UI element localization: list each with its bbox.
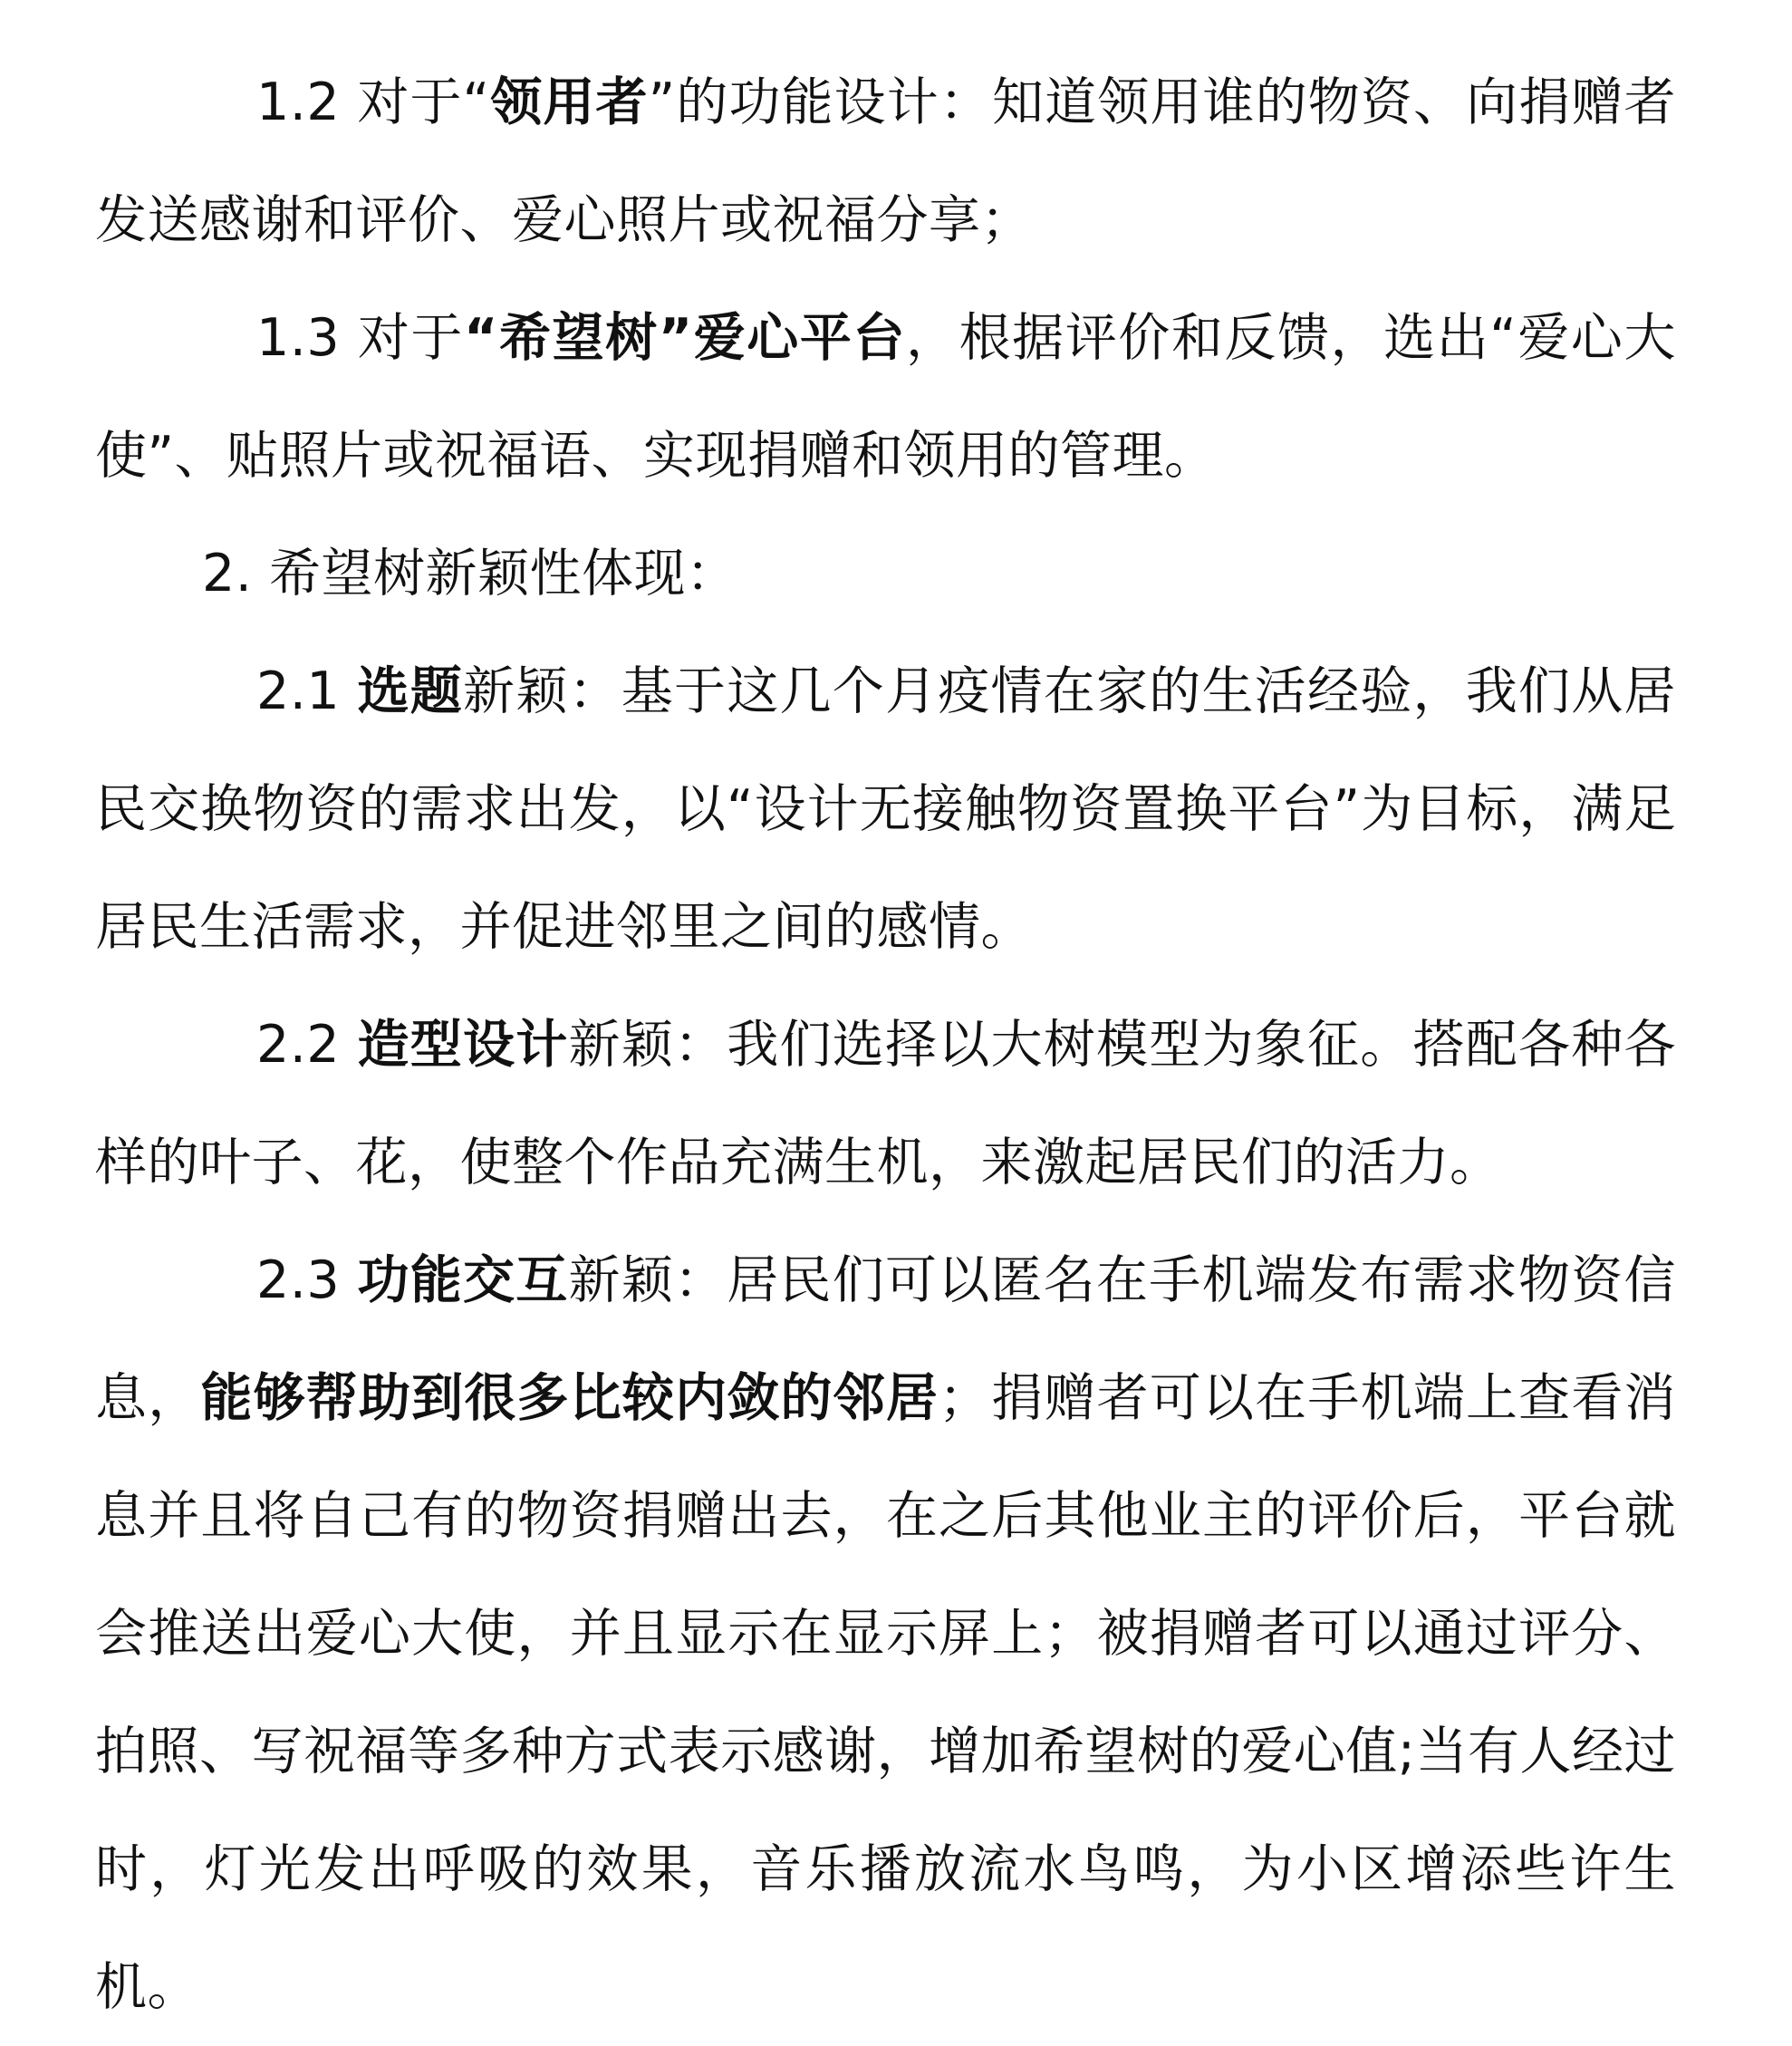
text-segment: ，根据评价和反馈，选出“爱心大使”、贴照片或祝福语、实现捐赠和领用的管理。 xyxy=(95,308,1676,486)
paragraph-1-2 xyxy=(95,43,1676,279)
document-page xyxy=(95,43,1676,2046)
paragraph-2-2 xyxy=(95,986,1676,1221)
heading-text: 2. 希望树新颖性体现： xyxy=(202,544,738,603)
text-segment: 新颖：基于这几个月疫情在家的生活经验，我们从居民交换物资的需求出发，以“设计无接触物资置换平台”为目标，满足居民生活需求，并促进邻里之间的感情。 xyxy=(95,661,1677,957)
text-segment: 1.2 对于“ xyxy=(256,72,490,132)
bold-term: 能够帮助到很多比较内敛的邻居 xyxy=(200,1368,939,1428)
bold-term: 造型设计 xyxy=(357,1015,569,1075)
bold-term: 选题 xyxy=(357,661,464,721)
paragraph-2-1 xyxy=(95,632,1676,986)
bold-term: 领用者 xyxy=(489,72,649,132)
text-segment: 2.1 xyxy=(256,661,358,721)
section-heading-2 xyxy=(95,515,1676,632)
bold-term: 功能交互 xyxy=(357,1250,569,1310)
text-segment: 2.3 xyxy=(256,1250,358,1310)
text-segment: 新颖：居民们可以匿名在手机端发布需求物资信息， xyxy=(95,1250,1677,1428)
text-segment: 1.3 对于 xyxy=(256,308,464,368)
text-segment: 新颖：我们选择以大树模型为象征。搭配各种各样的叶子、花，使整个作品充满生机，来激起居民们的活力。 xyxy=(95,1015,1677,1192)
paragraph-2-3 xyxy=(95,1221,1676,2046)
text-segment: 2.2 xyxy=(256,1015,358,1075)
paragraph-1-3 xyxy=(95,279,1676,515)
text-segment: ；捐赠者可以在手机端上查看消息并且将自己有的物资捐赠出去，在之后其他业主的评价后，平台就会推送出爱心大使，并且显示在显示屏上；被捐赠者可以通过评分、拍照、写祝福等多种方式表示感谢，增加希望树的爱心值;当有人经过时，灯光发出呼吸的效果，音乐播放流水鸟鸣，为小区增添些许生机。 xyxy=(95,1368,1677,2017)
text-segment: ”的功能设计：知道领用谁的物资、向捐赠者发送感谢和评价、爱心照片或祝福分享； xyxy=(95,72,1677,250)
bold-term: “希望树”爱心平台 xyxy=(463,308,907,368)
